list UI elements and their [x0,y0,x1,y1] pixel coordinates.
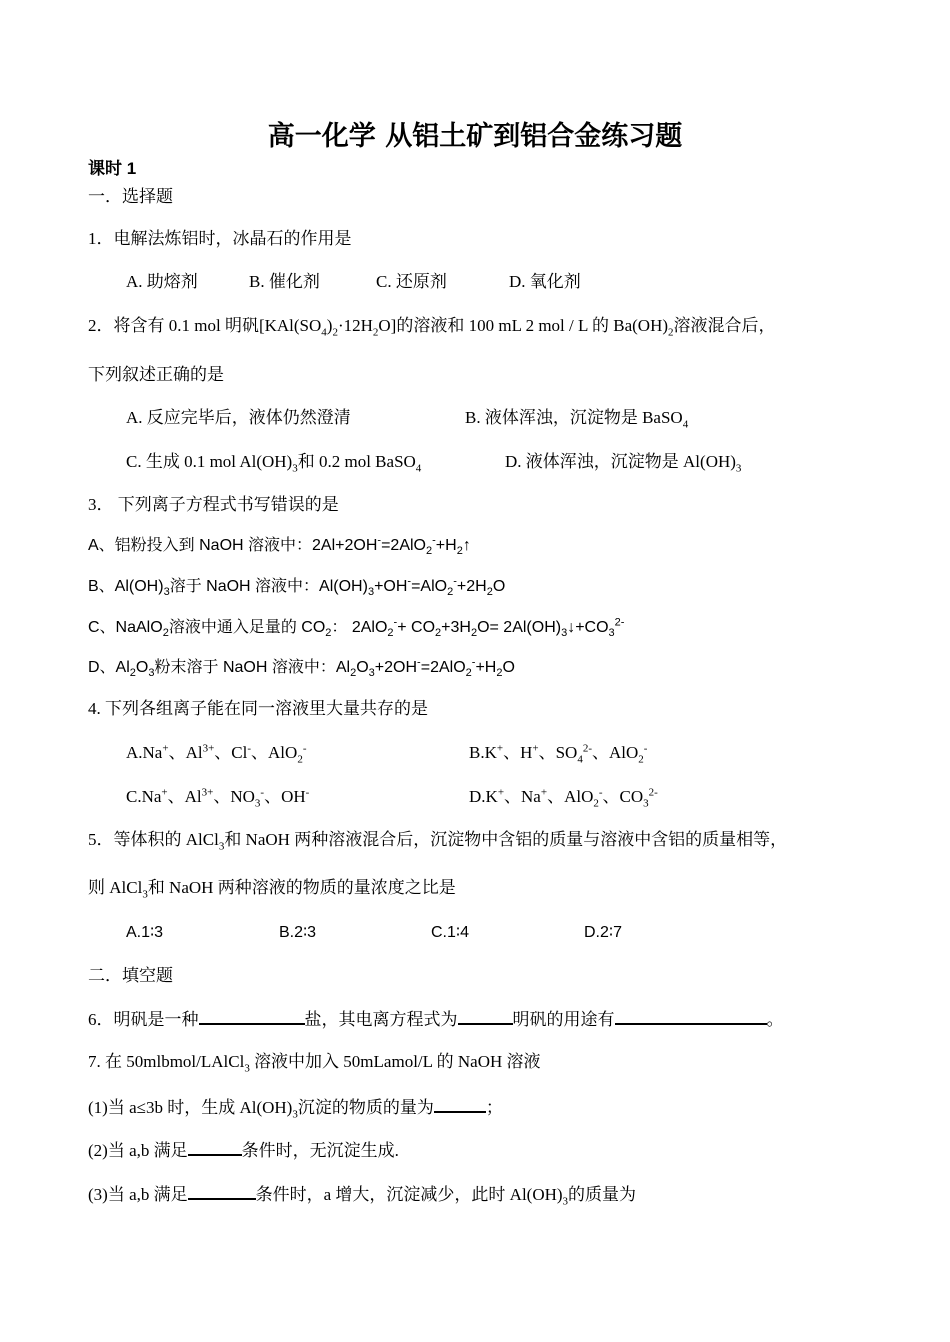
q6-text-part: 盐，其电离方程式为 [304,1010,458,1029]
q5-stem-part: 和 NaOH 两种溶液的物质的量浓度之比是 [147,878,456,897]
q1-option-d: D. 氧化剂 [509,272,581,291]
q2-option-c-text: 和 0.2 mol BaSO [297,452,416,471]
q3-option-b-label: 溶于 NaOH 溶液中： [169,578,320,595]
q6-text-part: 6．明矾是一种 [88,1010,199,1029]
q2-stem-part: 溶液混合后， [673,316,776,335]
q7-stem-part: 7. 在 50mlbmol/LAlCl [88,1052,245,1071]
q2-option-b-text: B. 液体浑浊，沉淀物是 BaSO [465,408,683,427]
q3-option-a: A、铝粉投入到 NaOH 溶液中：$2Al+2OH^-=2AlO_2^-+H_2↑$ [88,534,471,558]
q5-option-b: B.2∶3 [279,924,317,941]
q2-stem-part: O]的溶液和 100 mL 2 mol / L 的 Ba(OH) [378,316,669,335]
q4-option-b: B.K+、H+、$SO_4^{2-}$、AlO$_2$- [469,742,648,766]
q3-option-d-label: 粉末溶于 NaOH 溶液中： [154,659,336,676]
q6-text-part: 明矾的用途有 [512,1010,615,1029]
q5-option-a: A.1∶3 [126,924,164,941]
q5-stem: 5．等体积的 AlCl$_3$和 NaOH 两种溶液混合后，沉淀物中含铝的质量与溶液中含铝的质量相等， [88,830,788,853]
q7-part-1: (1)当 a≤3b 时，生成 $Al(OH)_3$沉淀的物质的量为 ； [88,1095,503,1119]
q3-option-c-label: 溶液中通入足量的 CO [168,619,326,636]
q2-stem: 2．将含有 0.1 mol 明矾$[KAl(SO_4)_2\cdot 12H_2O]$的溶液和 100 mL 2 mol / L 的 $Ba(OH)_2$溶液混合后， [88,316,776,339]
q7-part-3: (3)当 a,b 满足 条件时，a 增大，沉淀减少，此时 $Al(OH)_3$的质量为 [88,1182,636,1206]
q4-option-c: C.Na+、$Al^{3+}$、$NO_3^-$、OH- [126,786,310,810]
q2-stem-part: ) [326,316,333,335]
q4-option-d: D.K+、Na+、AlO$_2$-、$CO_3^{2-}$ [469,786,658,810]
q7-part-2 [88,1138,399,1162]
q7-blank-2[interactable] [188,1138,242,1156]
q5-option-c: C.1∶4 [431,924,469,941]
section-choice-heading: 一．选择题 [88,187,173,206]
q2-stem-part: 2．将含有 0.1 mol 明矾[KAl(SO [88,316,322,335]
q7-part-3-text: (3)当 a,b 满足 [88,1185,188,1204]
page-title: 高一化学 从铝土矿到铝合金练习题 [267,121,683,152]
q3-option-c: C、NaAlO$_2$溶液中通入足量的 $CO_2$： $2AlO_2^-+ CO_2+3H_2O=$ $2Al(OH)_3↓+CO_3^{2-}$ [88,616,625,640]
q5-stem-part: 则 AlCl [88,878,143,897]
section-fill-heading: 二．填空题 [88,966,173,985]
q3-option-d-label: D、Al [88,659,130,676]
q6-blank-3[interactable] [615,1007,767,1025]
q3-option-d: D、$Al_2O_3$粉末溶于 NaOH 溶液中：$Al_2O_3+2OH^-=2AlO_2^-+H_2O$ [88,656,515,680]
q3-option-c-label: ： [331,619,348,636]
q4-option-a: A.Na+、$Al^{3+}$、Cl-、AlO$_2$- [126,742,307,766]
q2-option-d: D. 液体浑浊，沉淀物是 $Al(OH)_3$ [505,452,742,475]
q7-part-3-text: 的质量为 [568,1185,637,1204]
q7-stem-part: 溶液中加入 50mLamol/L 的 NaOH 溶液 [249,1052,541,1071]
q3-option-a-label: A、铝粉投入到 NaOH 溶液中： [88,537,313,554]
q7-part-1-text: (1)当 a≤3b 时，生成 Al(OH) [88,1098,293,1117]
q7-part-2-text: (2)当 a,b 满足 [88,1141,188,1160]
q1-option-a: A. 助熔剂 [126,272,198,291]
q5-stem-part: 5．等体积的 AlCl [88,830,219,849]
q1-option-c: C. 还原剂 [376,272,447,291]
q2-option-d-text: D. 液体浑浊，沉淀物是 Al(OH) [505,452,736,471]
q5-stem-part: 和 NaOH 两种溶液混合后，沉淀物中含铝的质量与溶液中含铝的质量相等， [224,830,788,849]
q2-option-c: C. 生成 0.1 mol $Al(OH)_3$和 0.2 mol BaSO$_4$ [126,452,422,475]
q1-stem: 1．电解法炼铝时，冰晶石的作用是 [88,229,352,248]
q2-option-b: B. 液体浑浊，沉淀物是 BaSO$_4$ [465,408,689,431]
q7-blank-1[interactable] [434,1095,486,1113]
q7-stem: 7. 在 50mlbmol/LAlCl$_3$ 溶液中加入 50mLamol/L 的 NaOH 溶液 [88,1052,541,1075]
q3-option-b: B、$Al(OH)_3$溶于 NaOH 溶液中：$Al(OH)_3+OH^-=AlO_2^-+2H_2O$ [88,575,506,599]
q3-option-c-label: C、NaAlO [88,619,163,636]
q2-stem-line2: 下列叙述正确的是 [88,365,224,384]
q5-stem-line2: 则 AlCl$_3$和 NaOH 两种溶液的物质的量浓度之比是 [88,878,456,901]
q3-stem: 3． 下列离子方程式书写错误的是 [88,495,339,514]
q7-part-2-text: 条件时，无沉淀生成. [241,1141,399,1160]
q5-option-d: D.2∶7 [584,924,622,941]
q2-stem-part: ·12H [337,316,373,335]
q7-part-1-text: ； [485,1098,503,1117]
q3-option-b-label: B、Al(OH) [88,578,164,595]
q2-option-a: A. 反应完毕后，液体仍然澄清 [126,408,351,427]
q7-blank-3[interactable] [188,1182,256,1200]
q4-stem: 4. 下列各组离子能在同一溶液里大量共存的是 [88,699,428,718]
q6-text-part: 。 [766,1010,784,1029]
q2-option-c-text: C. 生成 0.1 mol Al(OH) [126,452,293,471]
lesson-label: 课时 1 [88,159,137,178]
q6-blank-2[interactable] [458,1007,513,1025]
q6-blank-1[interactable] [199,1007,305,1025]
q6-text [88,1007,784,1031]
q1-option-b: B. 催化剂 [249,272,320,291]
q7-part-1-text: 沉淀的物质的量为 [297,1098,434,1117]
q7-part-3-text: 条件时，a 增大，沉淀减少，此时 Al(OH) [255,1185,563,1204]
